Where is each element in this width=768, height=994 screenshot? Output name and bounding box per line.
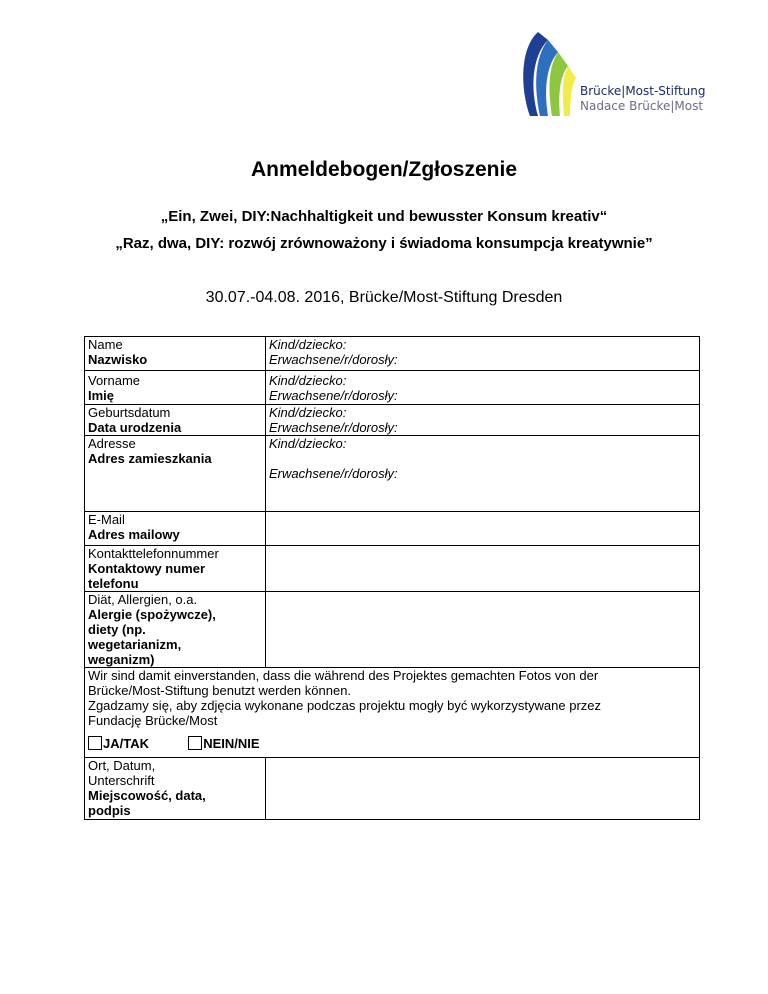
- label-name: Name Nazwisko: [85, 337, 266, 371]
- label-diaet: Diät, Allergien, o.a. Alergie (spożywcze), diety (np. wegetarianizm, weganizm): [85, 592, 266, 668]
- row-geburtsdatum: [85, 405, 700, 436]
- field-name[interactable]: Kind/dziecko: Erwachsene/r/dorosły:: [266, 337, 700, 371]
- label-vorname: Vorname Imię: [85, 371, 266, 405]
- row-email: [85, 512, 700, 546]
- checkbox-yes[interactable]: [88, 736, 102, 750]
- consent-text-pl-2: Fundację Brücke/Most: [88, 713, 218, 728]
- registration-form: [84, 336, 700, 820]
- consent-options: [88, 736, 696, 751]
- logo-line-1: Brücke|Most-Stiftung: [580, 84, 706, 98]
- row-name: [85, 337, 700, 371]
- foundation-logo: [518, 28, 718, 120]
- subtitle-polish: „Raz, dwa, DIY: rozwój zrównoważony i świadoma konsumpcja kreatywnie”: [115, 235, 653, 252]
- event-dates: 30.07.-04.08. 2016, Brücke/Most-Stiftung Dresden: [205, 289, 563, 306]
- field-email[interactable]: [266, 512, 700, 546]
- field-adresse[interactable]: Kind/dziecko: Erwachsene/r/dorosły:: [266, 436, 700, 512]
- checkbox-no[interactable]: [188, 736, 202, 750]
- row-telefon: [85, 546, 700, 592]
- logo-arcs-icon: [518, 28, 580, 120]
- label-signature: Ort, Datum, Unterschrift Miejscowość, data, podpis: [85, 758, 266, 820]
- consent-text-pl-1: Zgadzamy się, aby zdjęcia wykonane podczas projektu mogły być wykorzystywane przez: [88, 698, 602, 713]
- field-signature[interactable]: [266, 758, 700, 820]
- field-geburtsdatum[interactable]: Kind/dziecko: Erwachsene/r/dorosły:: [266, 405, 700, 436]
- label-email: E-Mail Adres mailowy: [85, 512, 266, 546]
- field-diaet[interactable]: [266, 592, 700, 668]
- subtitle-german: „Ein, Zwei, DIY:Nachhaltigkeit und bewusster Konsum kreativ“: [160, 208, 608, 225]
- row-adresse: [85, 436, 700, 512]
- label-telefon: Kontakttelefonnummer Kontaktowy numer telefonu: [85, 546, 266, 592]
- field-telefon[interactable]: [266, 546, 700, 592]
- consent-yes-option[interactable]: JA/TAK: [88, 736, 149, 751]
- row-diaet: [85, 592, 700, 668]
- consent-cell: [85, 668, 700, 758]
- field-vorname[interactable]: Kind/dziecko: Erwachsene/r/dorosły:: [266, 371, 700, 405]
- page-title: Anmeldebogen/Zgłoszenie: [250, 158, 518, 181]
- label-adresse: Adresse Adres zamieszkania: [85, 436, 266, 512]
- row-consent: [85, 668, 700, 758]
- logo-line-2: Nadace Brücke|Most: [580, 99, 704, 113]
- label-geburtsdatum: Geburtsdatum Data urodzenia: [85, 405, 266, 436]
- consent-text-de-2: Brücke/Most-Stiftung benutzt werden können.: [88, 683, 352, 698]
- row-vorname: [85, 371, 700, 405]
- consent-text-de-1: Wir sind damit einverstanden, dass die während des Projektes gemachten Fotos von der: [88, 668, 599, 683]
- row-signature: [85, 758, 700, 820]
- consent-no-option[interactable]: NEIN/NIE: [188, 736, 259, 751]
